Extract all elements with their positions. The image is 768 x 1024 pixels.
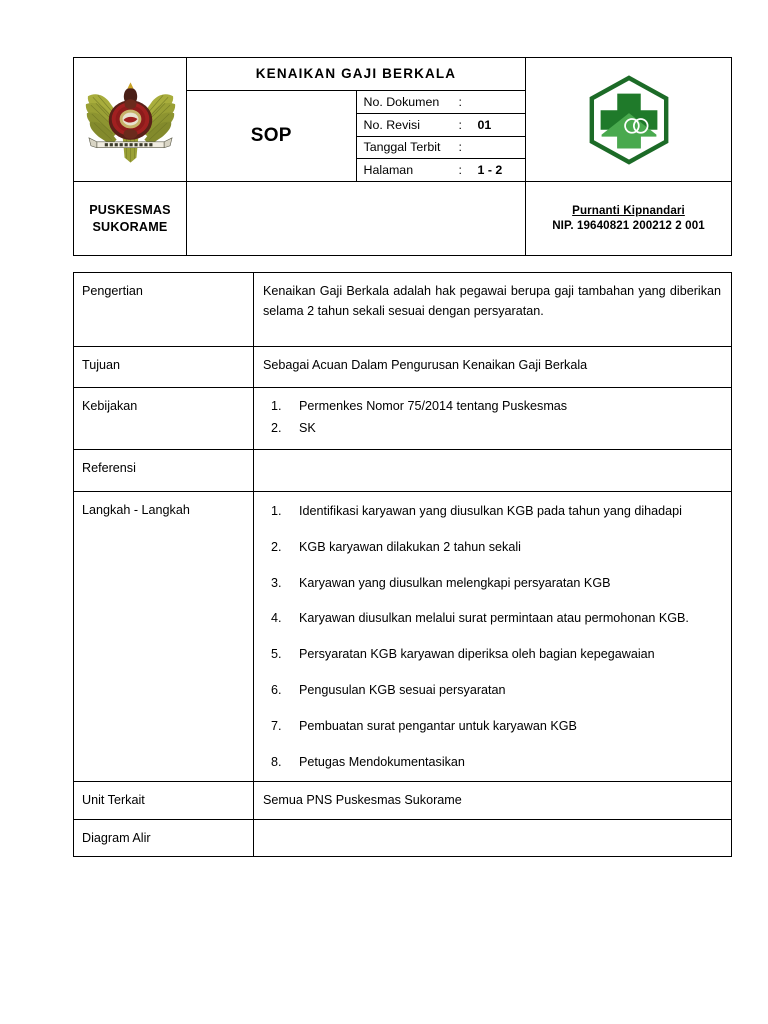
signatory-name: Purnanti Kipnandari (572, 203, 685, 217)
langkah-list (263, 501, 721, 773)
signatory-block (526, 182, 732, 256)
page-title: KENAIKAN GAJI BERKALA (255, 66, 457, 81)
list-item-text: Pembuatan surat pengantar untuk karyawan KGB (299, 719, 577, 734)
list-item (263, 501, 721, 521)
row-content-tujuan: Sebagai Acuan Dalam Pengurusan Kenaikan Gaji Berkala (254, 347, 732, 388)
field-value-no-revisi: 01 (474, 114, 526, 137)
row-label-diagram-alir: Diagram Alir (74, 819, 254, 856)
field-row-tanggal-terbit (357, 136, 526, 159)
header-row-top (74, 58, 732, 91)
garuda-emblem-cell (74, 58, 187, 182)
row-label-unit-terkait: Unit Terkait (74, 782, 254, 819)
row-label-kebijakan: Kebijakan (74, 388, 254, 450)
field-colon-no-dokumen: : (459, 91, 474, 114)
list-item (263, 573, 721, 593)
list-item (263, 396, 721, 416)
field-label-no-dokumen: No. Dokumen (357, 91, 459, 114)
list-item-number: 8. (271, 755, 282, 770)
field-colon-halaman: : (458, 163, 462, 177)
row-content-kebijakan (254, 388, 732, 450)
list-item (263, 644, 721, 664)
institution-name (74, 182, 187, 256)
list-item (263, 716, 721, 736)
list-item-number: 6. (271, 683, 282, 698)
row-label-pengertian: Pengertian (74, 273, 254, 347)
row-content-unit-terkait: Semua PNS Puskesmas Sukorame (254, 782, 732, 819)
row-content-langkah-langkah (254, 491, 732, 782)
list-item-text: Petugas Mendokumentasikan (299, 755, 465, 770)
puskesmas-logo-icon (580, 74, 678, 166)
list-item-text: Pengusulan KGB sesuai persyaratan (299, 683, 506, 698)
list-item-number: 5. (271, 647, 282, 662)
field-value-no-dokumen (474, 91, 526, 114)
list-item-number: 3. (271, 575, 282, 590)
sop-header-table (73, 57, 732, 256)
field-row-no-revisi (357, 114, 526, 137)
list-item-text: Persyaratan KGB karyawan diperiksa oleh bagian kepegawaian (299, 647, 655, 662)
document-fields-table (357, 91, 526, 181)
field-colon-tanggal-terbit: : (459, 136, 474, 159)
sop-label: SOP (187, 91, 357, 182)
kebijakan-list (263, 396, 721, 439)
table-row-pengertian (74, 273, 732, 347)
list-item (263, 537, 721, 557)
institution-line-2: SUKORAME (92, 219, 168, 234)
signatory-nip: NIP. 19640821 200212 2 001 (552, 218, 705, 232)
list-item-number: 7. (271, 719, 282, 734)
table-row-diagram-alir (74, 819, 732, 856)
field-label-no-revisi: No. Revisi (357, 114, 459, 137)
list-item-number: 2. (271, 421, 282, 436)
header-row-signature (74, 182, 732, 256)
row-label-tujuan: Tujuan (74, 347, 254, 388)
row-label-referensi: Referensi (74, 449, 254, 491)
puskesmas-logo-cell (526, 58, 732, 182)
row-content-pengertian: Kenaikan Gaji Berkala adalah hak pegawai berupa gaji tambahan yang diberikan selama 2 tahun sekali sesuai dengan persyaratan. (254, 273, 732, 347)
list-item-text: SK (299, 421, 316, 436)
row-content-referensi (254, 449, 732, 491)
field-value-halaman: 1 - 2 (477, 163, 503, 177)
list-item (263, 418, 721, 438)
list-item-text: Karyawan yang diusulkan melengkapi persyaratan KGB (299, 575, 611, 590)
table-row-tujuan (74, 347, 732, 388)
field-label-halaman: Halaman (363, 163, 414, 177)
document-fields-cell (356, 91, 526, 182)
row-content-diagram-alir (254, 819, 732, 856)
institution-line-1: PUSKESMAS (89, 202, 171, 217)
list-item-text: Permenkes Nomor 75/2014 tentang Puskesmas (299, 399, 568, 413)
list-item-number: 1. (271, 503, 282, 518)
field-value-tanggal-terbit (474, 136, 526, 159)
list-item-text: KGB karyawan dilakukan 2 tahun sekali (299, 539, 521, 554)
sop-content-table (73, 272, 732, 857)
garuda-pancasila-emblem-icon (81, 74, 180, 166)
table-row-kebijakan (74, 388, 732, 450)
list-item (263, 680, 721, 700)
document-title-cell (187, 58, 526, 91)
signature-blank-area (187, 182, 526, 256)
field-colon-no-revisi: : (459, 114, 474, 137)
list-item (263, 608, 721, 628)
row-label-langkah-langkah: Langkah - Langkah (74, 491, 254, 782)
field-row-no-dokumen (357, 91, 526, 114)
list-item-number: 1. (271, 399, 282, 413)
table-row-langkah-langkah (74, 491, 732, 782)
field-label-tanggal-terbit: Tanggal Terbit (357, 136, 459, 159)
list-item (263, 752, 721, 772)
field-row-halaman (357, 159, 526, 182)
list-item-number: 4. (271, 611, 282, 626)
list-item-text: Identifikasi karyawan yang diusulkan KGB pada tahun yang dihadapi (299, 503, 682, 518)
table-row-referensi (74, 449, 732, 491)
list-item-text: Karyawan diusulkan melalui surat permintaan atau permohonan KGB. (299, 611, 689, 626)
table-row-unit-terkait (74, 782, 732, 819)
list-item-number: 2. (271, 539, 282, 554)
